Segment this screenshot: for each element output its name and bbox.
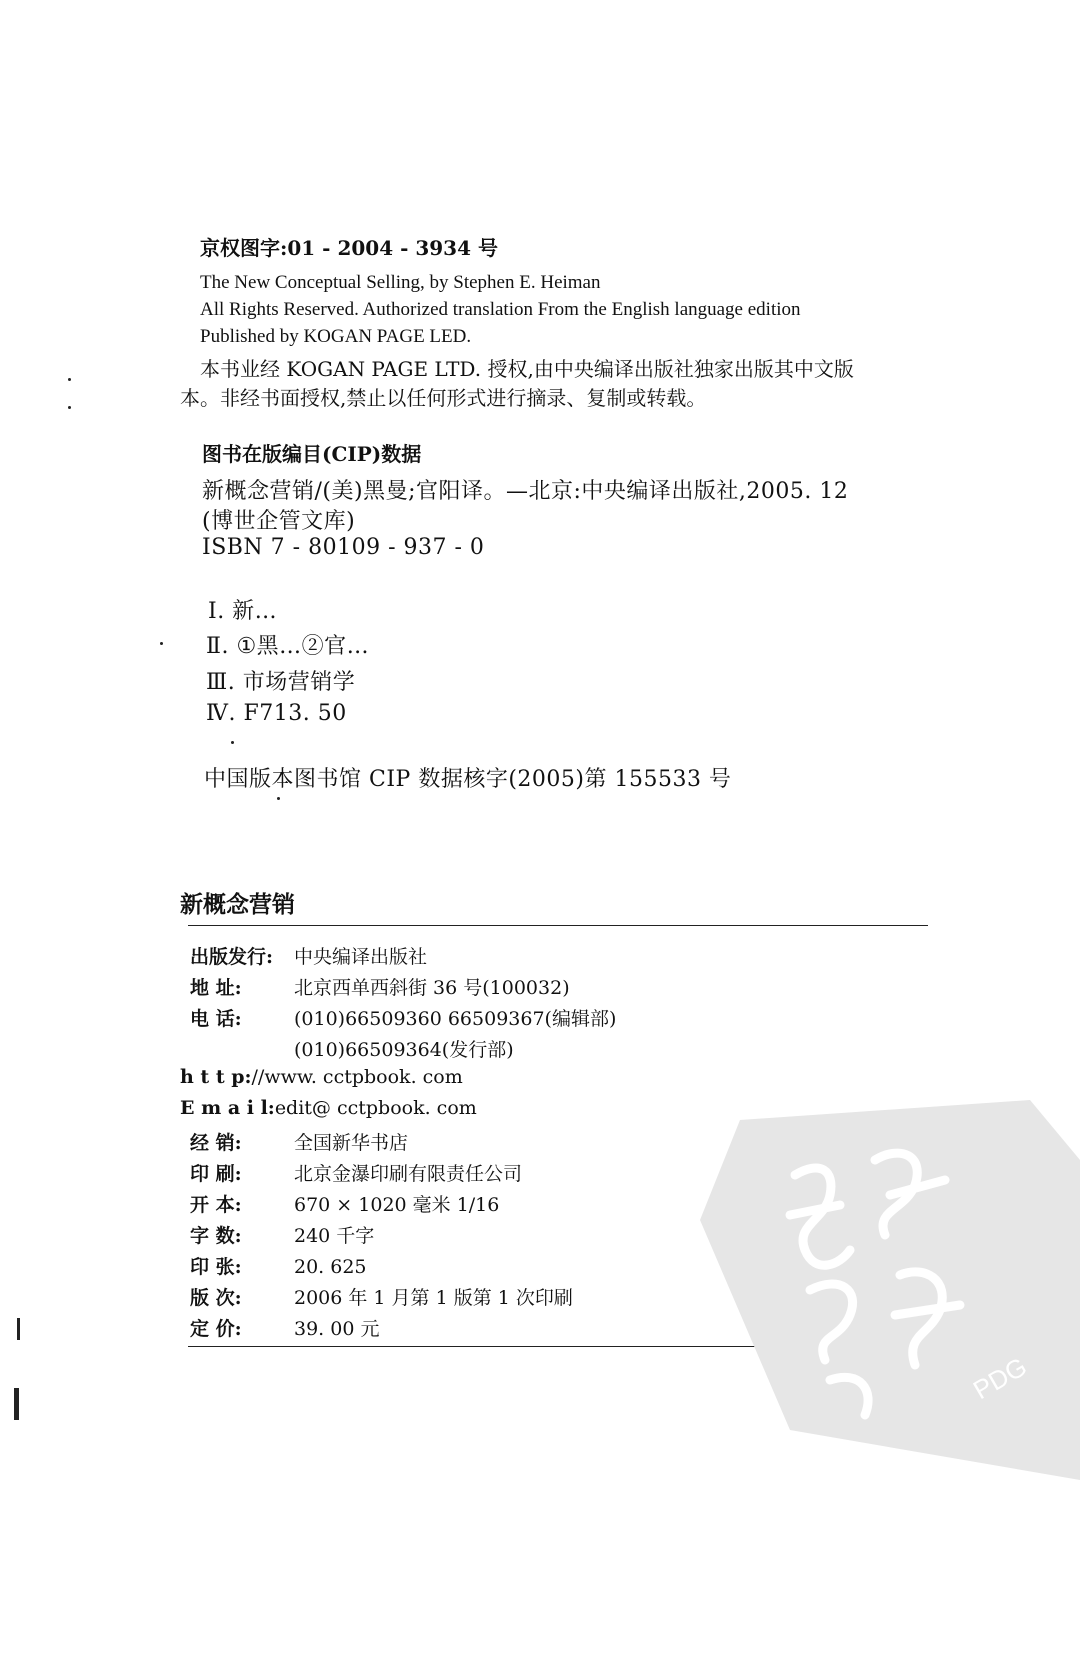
imprint-email: [180, 1097, 477, 1119]
cip-line-2: (博世企管文库): [202, 509, 356, 534]
imprint-word-count-label: 字 数:: [190, 1225, 242, 1247]
cip-line-1: 新概念营销/(美)黑曼;官阳译。—北京:中央编译出版社,2005. 12: [202, 479, 849, 504]
imprint-address: [190, 973, 570, 1000]
imprint-publisher-value: 中央编译出版社: [294, 946, 428, 968]
imprint-word-count: [190, 1221, 374, 1248]
imprint-phone-2-value: (010)66509364(发行部): [294, 1039, 514, 1061]
imprint-phone: [190, 1004, 616, 1031]
imprint-phone-label: 电 话:: [190, 1008, 242, 1030]
imprint-address-value: 北京西单西斜街 36 号(100032): [294, 977, 570, 999]
scan-speck-2: [68, 406, 71, 409]
imprint-distributor-label: 经 销:: [190, 1132, 242, 1154]
imprint-printer-value: 北京金瀑印刷有限责任公司: [294, 1163, 523, 1185]
imprint-word-count-value: 240 千字: [294, 1225, 375, 1247]
imprint-format: [190, 1190, 499, 1217]
imprint-price-value: 39. 00 元: [294, 1318, 380, 1340]
scan-speck-3: [160, 642, 163, 645]
license-en-line-1: The New Conceptual Selling, by Stephen E. Heiman: [200, 272, 601, 293]
copyright-registration: 京权图字:01 - 2004 - 3934 号: [200, 236, 498, 260]
imprint-sheets: [190, 1252, 367, 1279]
imprint-printer-label: 印 刷:: [190, 1163, 242, 1185]
cip-class-2: Ⅱ. ①黑…②官…: [206, 634, 370, 659]
imprint-phone-2: [190, 1035, 514, 1062]
top-rule: [188, 925, 928, 926]
scan-speck-1: [68, 378, 71, 381]
imprint-email-value: edit@ cctpbook. com: [274, 1097, 477, 1119]
imprint-http-label: h t t p:: [180, 1066, 252, 1088]
license-zh-line-2: 本。非经书面授权,禁止以任何形式进行摘录、复制或转载。: [180, 386, 707, 410]
watermark-pdg-text: PDG: [968, 1351, 1032, 1406]
imprint-distributor-value: 全国新华书店: [294, 1132, 409, 1154]
cip-verification: 中国版本图书馆 CIP 数据核字(2005)第 155533 号: [204, 767, 732, 792]
imprint-publisher-label: 出版发行:: [190, 946, 274, 968]
imprint-printer: [190, 1159, 522, 1186]
scan-mark-left-1: [17, 1318, 20, 1340]
imprint-address-label: 地 址:: [190, 977, 242, 999]
license-en-line-2: All Rights Reserved. Authorized translation From the English language edition: [200, 299, 801, 320]
scan-mark-left-2: [14, 1388, 19, 1420]
scan-speck-5: [277, 797, 280, 800]
license-en-line-3: Published by KOGAN PAGE LED.: [200, 326, 472, 347]
watermark-seal: [700, 1100, 1080, 1480]
imprint-http-value: //www. cctpbook. com: [251, 1066, 463, 1088]
cip-line-3: ISBN 7 - 80109 - 937 - 0: [202, 535, 485, 560]
license-zh-line-1: 本书业经 KOGAN PAGE LTD. 授权,由中央编译出版社独家出版其中文版: [200, 357, 854, 381]
cip-class-4: Ⅳ. F713. 50: [206, 701, 347, 726]
imprint-edition: [190, 1283, 573, 1310]
imprint-http: [180, 1066, 463, 1088]
cip-class-3: Ⅲ. 市场营销学: [206, 670, 356, 695]
imprint-format-value: 670 × 1020 毫米 1/16: [294, 1194, 500, 1216]
imprint-email-label: E m a i l:: [180, 1097, 275, 1119]
imprint-edition-value: 2006 年 1 月第 1 版第 1 次印刷: [294, 1287, 573, 1309]
cip-class-1: Ⅰ. 新…: [208, 599, 278, 624]
imprint-price-label: 定 价:: [190, 1318, 242, 1340]
book-title: 新概念营销: [180, 891, 295, 918]
imprint-sheets-value: 20. 625: [294, 1256, 367, 1278]
imprint-publisher: [190, 942, 427, 969]
cip-heading: 图书在版编目(CIP)数据: [202, 442, 422, 466]
imprint-sheets-label: 印 张:: [190, 1256, 242, 1278]
imprint-edition-label: 版 次:: [190, 1287, 242, 1309]
imprint-price: [190, 1314, 379, 1341]
imprint-phone-value: (010)66509360 66509367(编辑部): [294, 1008, 617, 1030]
imprint-format-label: 开 本:: [190, 1194, 242, 1216]
imprint-distributor: [190, 1128, 408, 1155]
scan-speck-4: [231, 741, 234, 744]
